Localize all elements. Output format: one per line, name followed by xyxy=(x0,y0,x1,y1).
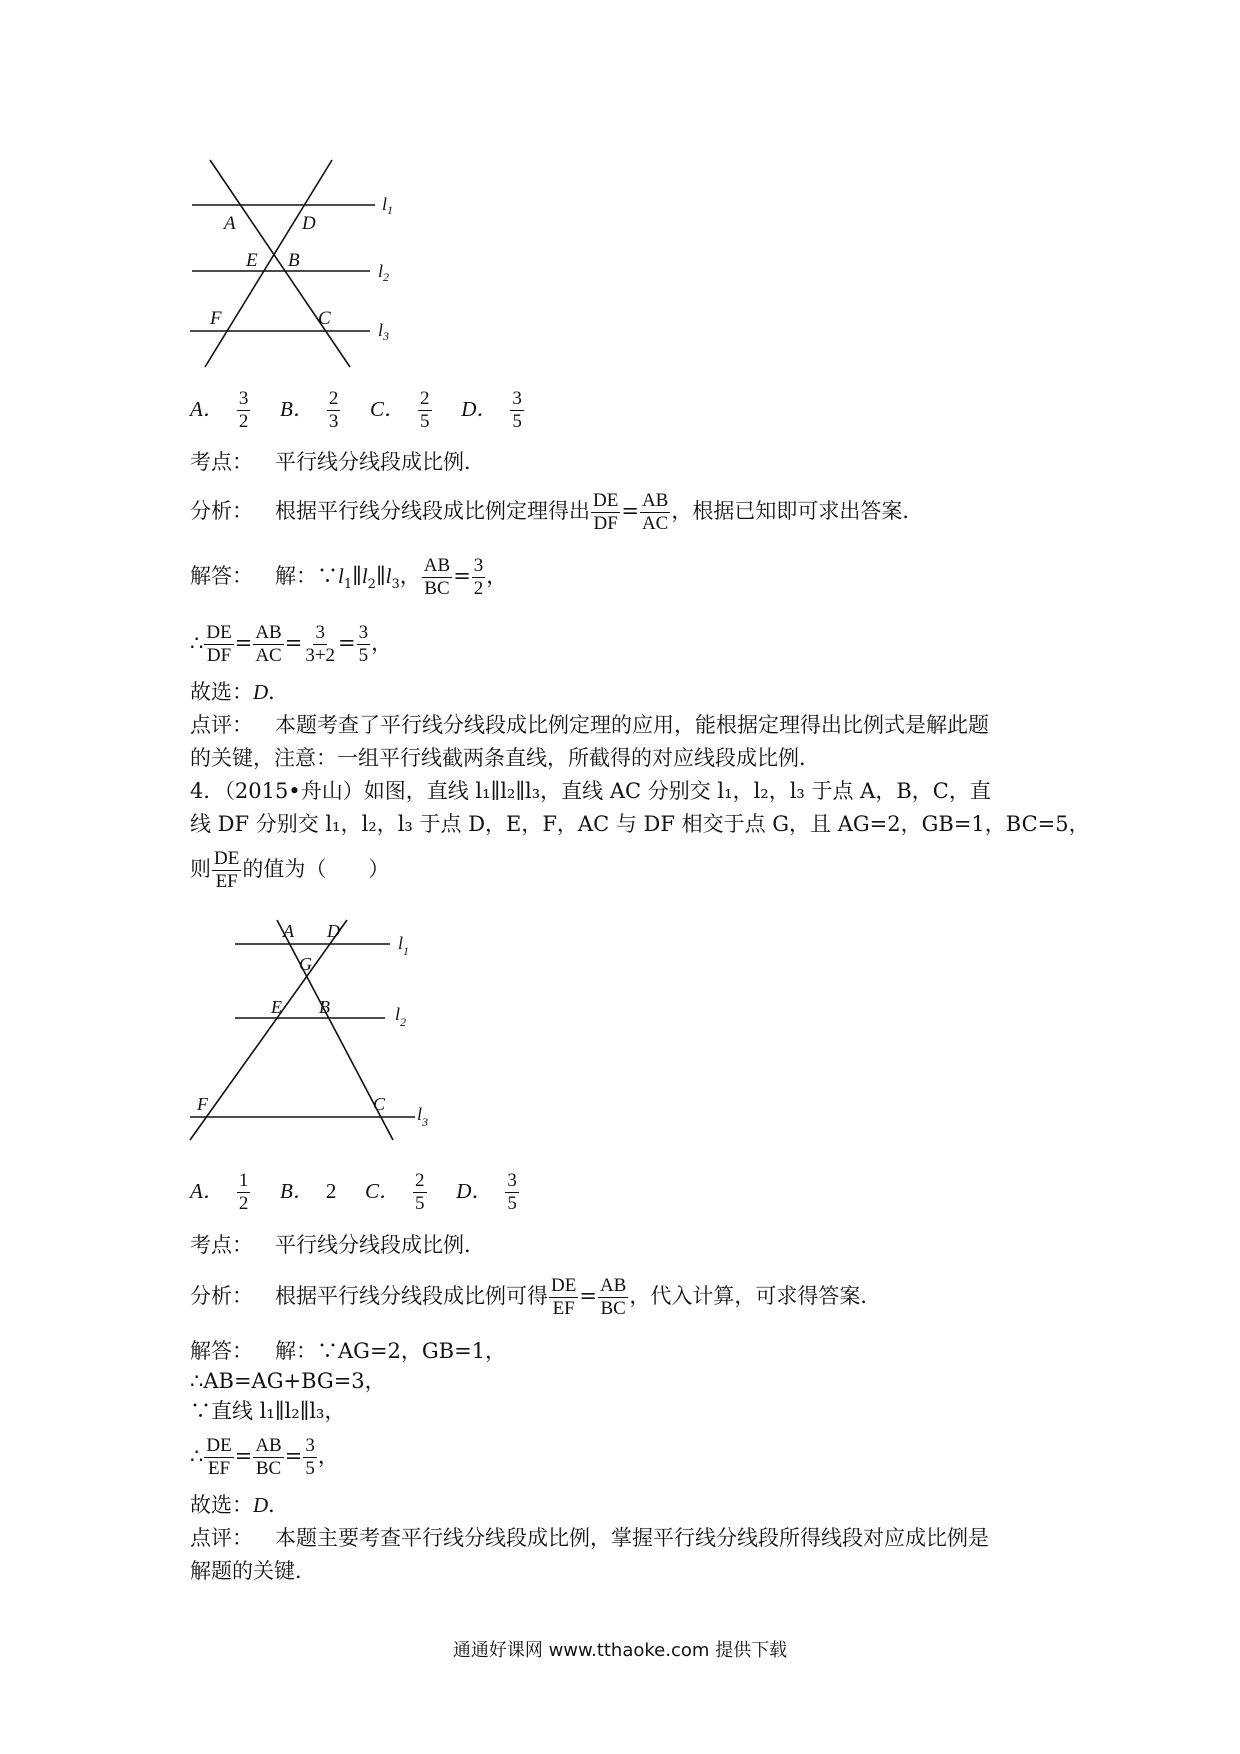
q4-dianping-1: 点评： 本题主要考查平行线分线段成比例，掌握平行线分线段所得线段对应成比例是 xyxy=(190,1526,989,1550)
q4-option-b: B． 2 xyxy=(280,1179,337,1203)
label-b: B xyxy=(288,250,300,271)
label-a: A xyxy=(283,921,294,941)
label-f: F xyxy=(197,1094,208,1114)
label-c: C xyxy=(318,308,331,329)
q3-options xyxy=(190,388,1090,433)
q4-fenxi: 分析： 根据平行线分线段成比例可得 $\frac{DE}{EF}$ = $\frac{AB}{BC}$ ，代入计算，可求得答案． xyxy=(190,1275,882,1319)
transversal-df xyxy=(205,160,332,367)
q4-jieda-2: ∴AB=AG+BG=3， xyxy=(190,1369,386,1393)
figure-2-diagram xyxy=(175,915,455,1155)
label-l1: $l_1$ xyxy=(398,933,410,958)
q4-stem-3: 则 $\frac{DE}{EF}$ 的值为（ ） xyxy=(190,848,390,892)
figure-1 xyxy=(160,150,410,375)
q4-kaodian: 考点： 平行线分线段成比例． xyxy=(190,1233,485,1257)
transversal-df xyxy=(190,920,347,1140)
q3-option-b: B． $\frac{2}{3}$ xyxy=(280,388,339,432)
q4-stem-1: 4．（2015•舟山）如图，直线 l₁∥l₂∥l₃，直线 AC 分别交 l₁，l₂，l₃ 于点 A，B，C，直 xyxy=(190,779,991,803)
label-g: G xyxy=(299,954,312,974)
q3-dianping-1: 点评： 本题考查了平行线分线段成比例定理的应用，能根据定理得出比例式是解此题 xyxy=(190,713,989,737)
q3-option-a: A． $\frac{3}{2}$ xyxy=(190,388,249,432)
label-b: B xyxy=(319,997,330,1017)
figure-2 xyxy=(175,915,455,1155)
label-c: C xyxy=(373,1094,386,1114)
q3-fenxi: 分析： 根据平行线分线段成比例定理得出 $\frac{DE}{DF}$ = $\frac{AB}{AC}$ ，根据已知即可求出答案． xyxy=(190,490,924,534)
label-f: F xyxy=(210,308,222,329)
label-d: D xyxy=(327,921,340,941)
q3-guxuan: 故选：D． xyxy=(190,680,290,704)
q4-guxuan: 故选：D． xyxy=(190,1493,290,1517)
q3-option-c: C． $\frac{2}{5}$ xyxy=(370,388,430,432)
q4-option-d: D． $\frac{3}{5}$ xyxy=(456,1170,517,1214)
q4-option-c: C． $\frac{2}{5}$ xyxy=(365,1170,425,1214)
label-l1: $l_1$ xyxy=(382,194,394,217)
q3-therefore: ∴ $\frac{DE}{DF}$ = $\frac{AB}{AC}$ = $\frac{3}{3+2}$ = $\frac{3}{5}$ ， xyxy=(190,622,393,666)
q3-option-d: D． $\frac{3}{5}$ xyxy=(461,388,522,432)
q4-jieda-3: ∵直线 l₁∥l₂∥l₃， xyxy=(190,1399,346,1423)
q3-dianping-2: 的关键，注意：一组平行线截两条直线，所截得的对应线段成比例． xyxy=(190,746,820,770)
q4-jieda-1: 解答： 解：∵AG=2，GB=1， xyxy=(190,1339,507,1363)
figure-1-diagram xyxy=(160,150,410,375)
q3-kaodian: 考点： 平行线分线段成比例． xyxy=(190,450,485,474)
label-e: E xyxy=(271,997,282,1017)
label-l2: $l_2$ xyxy=(395,1004,407,1029)
q3-jieda: 解答： 解：$\because l_1\parallel l_2\parallel l_3$， $\frac{AB}{BC}$ = $\frac{3}{2}$ ， xyxy=(190,555,508,599)
footer-text: 通通好课网 www.tthaoke.com 提供下载 xyxy=(452,1640,788,1661)
label-l3: $l_3$ xyxy=(378,320,390,343)
label-l3: $l_3$ xyxy=(417,1104,429,1129)
q4-dianping-2: 解题的关键． xyxy=(190,1559,316,1583)
label-l2: $l_2$ xyxy=(378,261,390,284)
q4-therefore: ∴ $\frac{DE}{EF}$ = $\frac{AB}{BC}$ = $\frac{3}{5}$ ， xyxy=(190,1435,339,1479)
q4-option-a: A． $\frac{1}{2}$ xyxy=(190,1170,249,1214)
q4-stem-2: 线 DF 分别交 l₁，l₂，l₃ 于点 D，E，F，AC 与 DF 相交于点 G，且 AG=2，GB=1，BC=5， xyxy=(190,812,1090,836)
label-a: A xyxy=(224,213,236,234)
q4-options xyxy=(190,1170,1090,1215)
label-d: D xyxy=(302,213,316,234)
label-e: E xyxy=(246,250,258,271)
transversal-ac xyxy=(210,160,350,367)
